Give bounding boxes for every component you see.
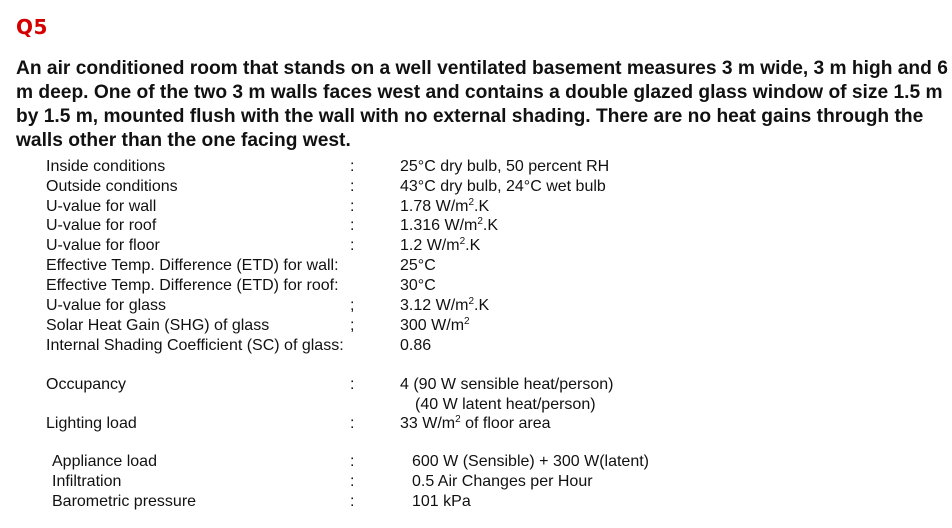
row-separator: : — [350, 493, 355, 510]
row-label: Effective Temp. Difference (ETD) for wall: — [46, 257, 339, 274]
value-suffix: .K — [465, 237, 481, 254]
superscript: 2 — [464, 316, 470, 327]
value-suffix: of floor area — [460, 415, 551, 432]
row-value: 30°C — [400, 277, 436, 294]
row-label: Internal Shading Coefficient (SC) of glass: — [46, 337, 344, 354]
value-text: 300 W/m — [400, 317, 465, 334]
row-label: Appliance load — [52, 453, 157, 470]
problem-statement: An air conditioned room that stands on a well ventilated basement measures 3 m wide, 3 m high and 6 m deep. One of the two 3 m walls faces west and contains a double glazed glass window of size 1.5 m by 1.5 m, mounted flush with the wall with no external shading. There are no heat gains through the walls other than the one facing west. — [16, 58, 948, 151]
value-text: 1.78 W/m — [400, 198, 469, 215]
row-label: Inside conditions — [46, 158, 166, 175]
row-label: U-value for glass — [46, 297, 167, 314]
value-text: 3.12 W/m — [400, 297, 469, 314]
row-value: 0.5 Air Changes per Hour — [412, 473, 593, 490]
row-separator: : — [350, 198, 355, 215]
superscript: 2 — [455, 414, 461, 425]
row-separator: ; — [350, 317, 355, 334]
row-separator: : — [350, 217, 355, 234]
value-text: 1.316 W/m — [400, 217, 478, 234]
superscript: 2 — [459, 236, 466, 247]
value-suffix: .K — [482, 217, 499, 234]
row-value — [400, 236, 480, 256]
superscript: 2 — [468, 296, 475, 307]
superscript: 2 — [477, 216, 483, 227]
row-value: 25°C — [400, 257, 436, 274]
row-label: Occupancy — [46, 376, 127, 393]
row-label: Lighting load — [46, 415, 137, 432]
row-label: Outside conditions — [46, 178, 178, 195]
row-value — [400, 296, 489, 316]
row-separator: : — [350, 453, 355, 470]
row-value: 0.86 — [400, 337, 432, 354]
row-value-line2: (40 W latent heat/person) — [415, 396, 596, 413]
row-label: Effective Temp. Difference (ETD) for roof: — [46, 277, 339, 294]
row-separator: : — [350, 158, 355, 175]
row-value: 600 W (Sensible) + 300 W(latent) — [412, 453, 649, 470]
row-value: 101 kPa — [412, 493, 471, 510]
row-label: U-value for roof — [46, 217, 157, 234]
occupancy-row — [0, 375, 952, 415]
row-value: 43°C dry bulb, 24°C wet bulb — [400, 178, 606, 195]
value-text: 1.2 W/m — [400, 237, 460, 254]
superscript: 2 — [468, 197, 475, 208]
row-value — [400, 414, 551, 434]
row-value — [400, 197, 489, 217]
row-label: Infiltration — [52, 473, 122, 490]
row-label: U-value for floor — [46, 237, 160, 254]
row-value — [400, 316, 470, 336]
row-label: Solar Heat Gain (SHG) of glass — [46, 317, 270, 334]
row-separator: : — [350, 178, 355, 195]
value-suffix: .K — [474, 297, 490, 314]
row-separator: ; — [350, 297, 355, 314]
row-separator: : — [350, 473, 355, 490]
row-value — [400, 216, 498, 236]
question-label: Q5 — [16, 15, 48, 39]
value-suffix: .K — [474, 198, 490, 215]
row-value: 25°C dry bulb, 50 percent RH — [400, 158, 610, 175]
row-label: U-value for wall — [46, 198, 157, 215]
row-value: 4 (90 W sensible heat/person) — [400, 376, 614, 393]
row-separator: : — [350, 376, 355, 393]
row-separator: : — [350, 415, 355, 432]
value-text: 33 W/m — [400, 415, 456, 432]
row-separator: : — [350, 237, 355, 254]
row-label: Barometric pressure — [52, 493, 197, 510]
